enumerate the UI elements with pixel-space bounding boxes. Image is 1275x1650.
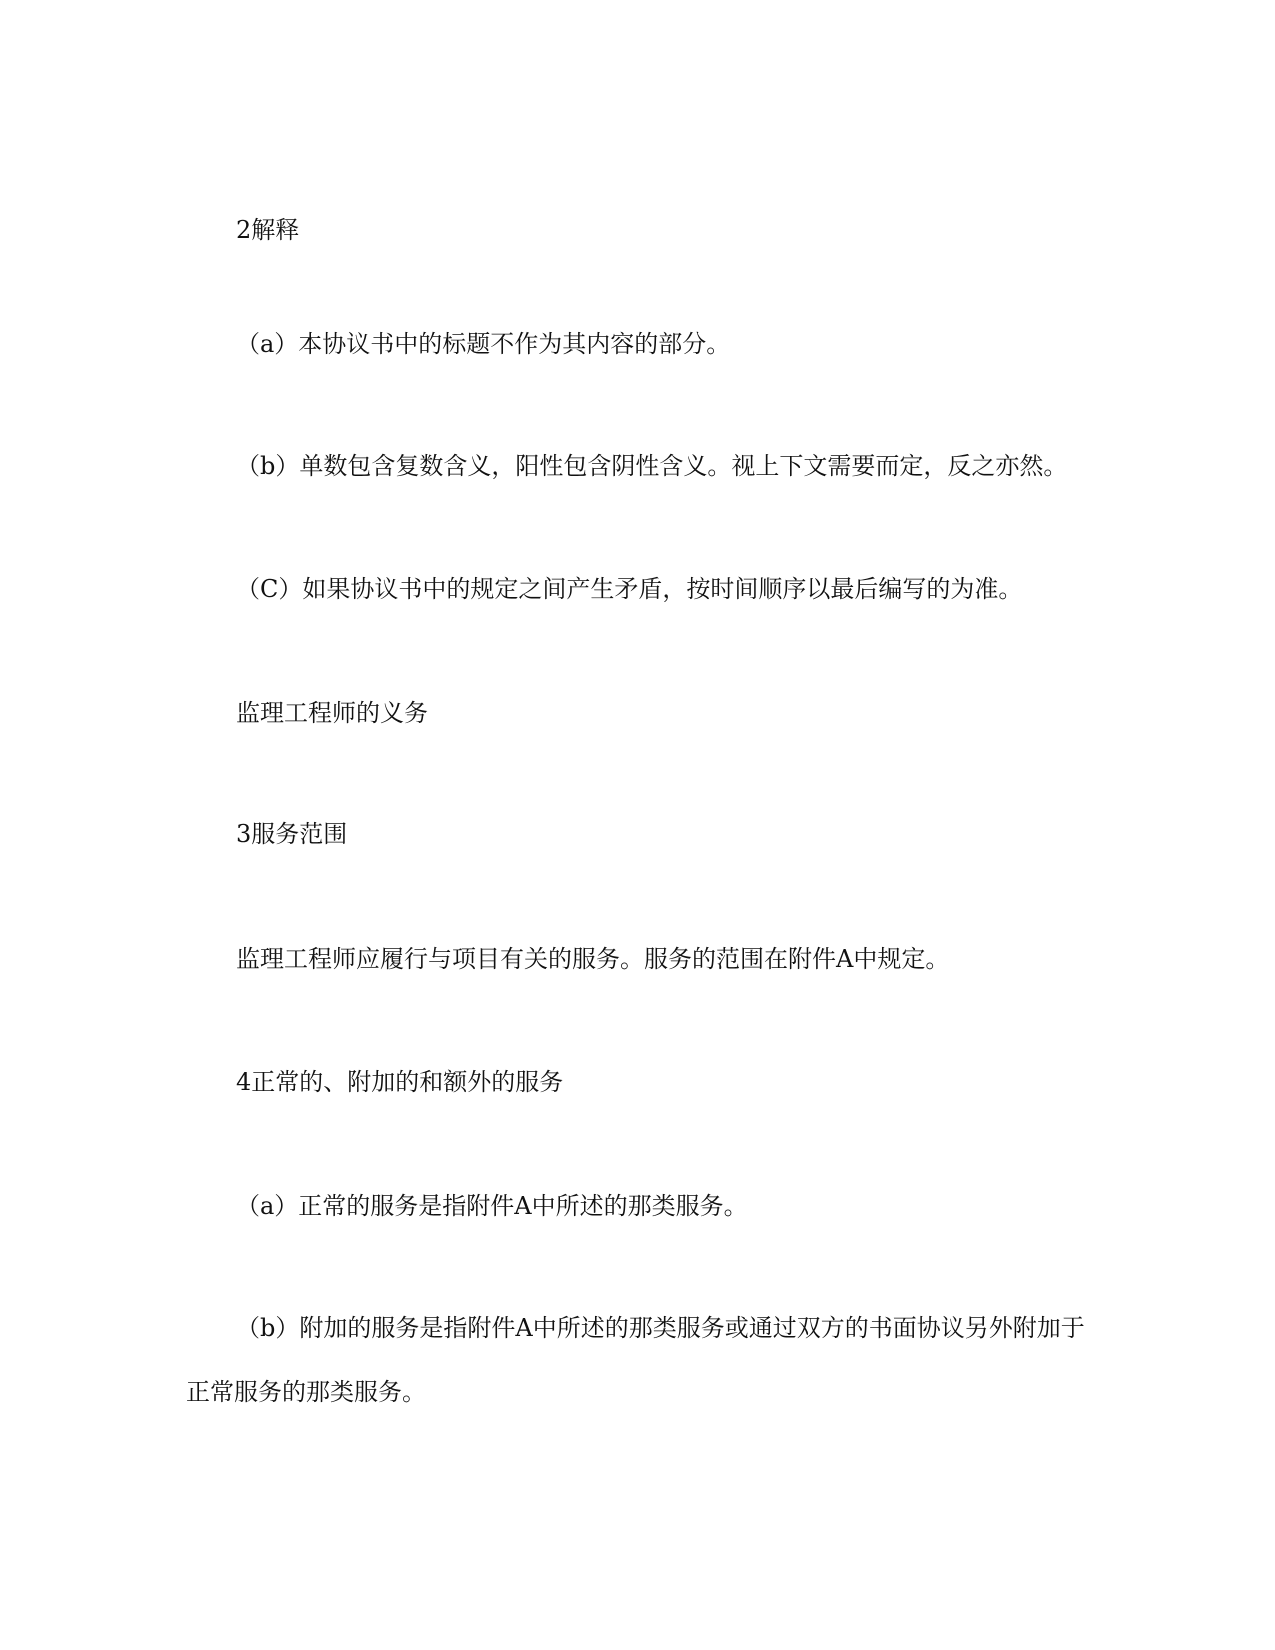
section-heading-2: 2解释 — [236, 216, 300, 244]
section-heading-4: 4正常的、附加的和额外的服务 — [236, 1068, 564, 1096]
paragraph-3: 监理工程师应履行与项目有关的服务。服务的范围在附件A中规定。 — [236, 945, 950, 973]
section-heading-3: 3服务范围 — [236, 820, 348, 848]
paragraph-2a: （a）本协议书中的标题不作为其内容的部分。 — [236, 330, 731, 358]
paragraph-2c: （C）如果协议书中的规定之间产生矛盾，按时间顺序以最后编写的为准。 — [236, 575, 1023, 603]
paragraph-2b: （b）单数包含复数含义，阳性包含阴性含义。视上下文需要而定，反之亦然。 — [236, 452, 1068, 480]
paragraph-4b: （b）附加的服务是指附件A中所述的那类服务或通过双方的书面协议另外附加于正常服务的那类服务。 — [186, 1314, 1085, 1406]
chapter-heading: 监理工程师的义务 — [236, 699, 428, 727]
paragraph-4a: （a）正常的服务是指附件A中所述的那类服务。 — [236, 1192, 748, 1220]
